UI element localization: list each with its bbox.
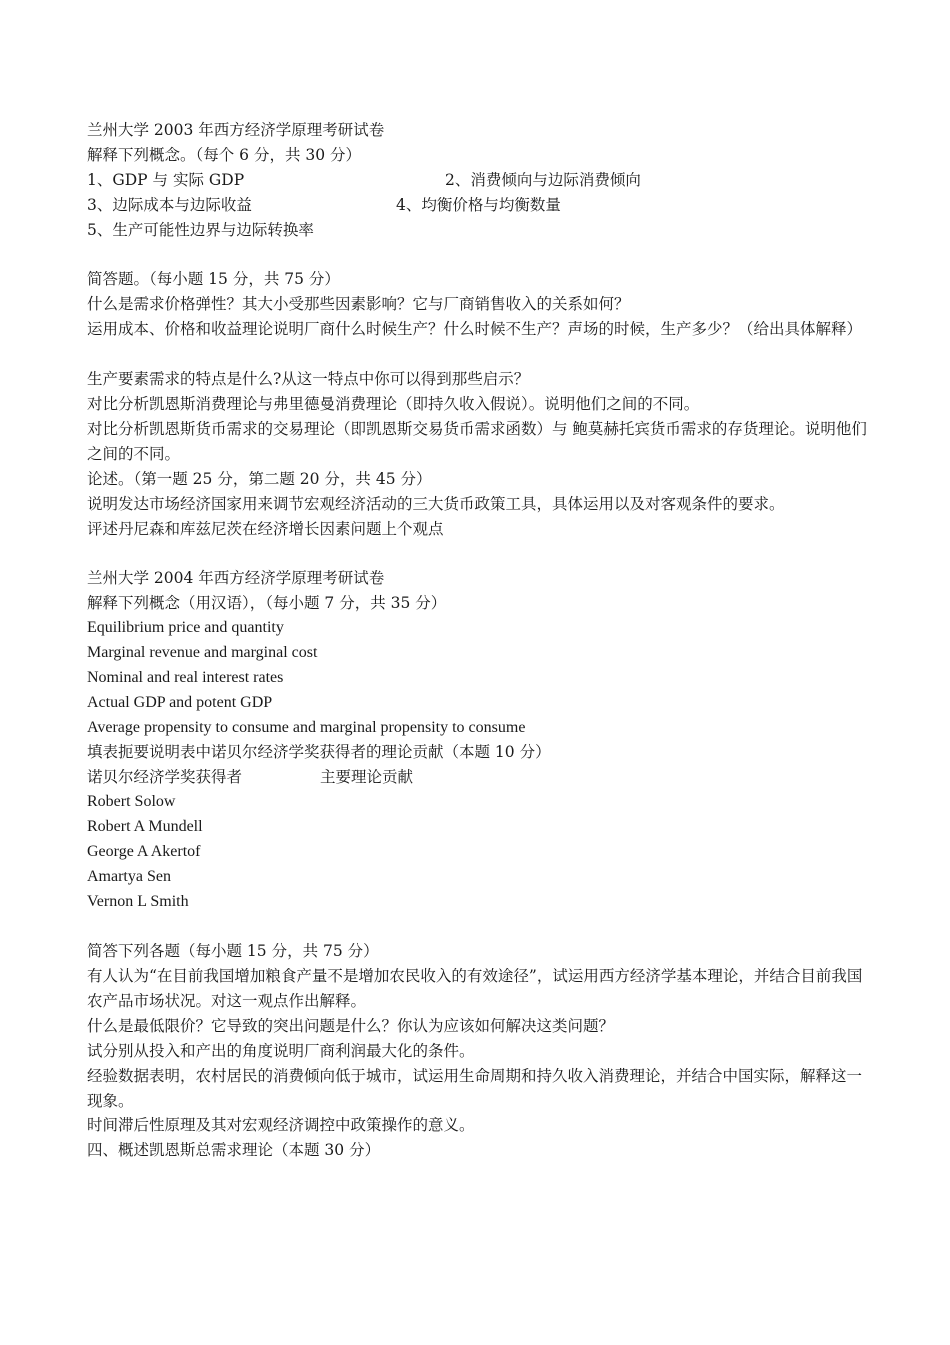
exam-2004-title: 兰州大学 2004 年西方经济学原理考研试卷 <box>87 569 385 587</box>
exam-2003-title: 兰州大学 2003 年西方经济学原理考研试卷 <box>87 121 385 139</box>
table-col-contribution: 主要理论贡献 <box>320 768 414 786</box>
concept-item: Average propensity to consume and marginal propensity to consume <box>87 719 526 736</box>
concept-item: 4、均衡价格与均衡数量 <box>396 196 561 214</box>
table-col-laureate: 诺贝尔经济学奖获得者 <box>87 768 243 786</box>
concept-item: Actual GDP and potent GDP <box>87 694 273 711</box>
concept-item: 5、生产可能性边界与边际转换率 <box>87 221 314 239</box>
exam-2004-section3-heading: 简答下列各题（每小题 15 分，共 75 分） <box>87 942 379 960</box>
laureate-row: George A Akertof <box>87 843 201 860</box>
exam-2003-concept-row-1 <box>87 168 870 193</box>
question-item: 生产要素需求的特点是什么?从这一特点中你可以得到那些启示？ <box>87 370 530 388</box>
concept-item: Nominal and real interest rates <box>87 669 284 686</box>
question-item: 经验数据表明，农村居民的消费倾向低于城市，试运用生命周期和持久收入消费理论，并结合中国实际，解释这一现象。 <box>87 1067 863 1110</box>
question-item: 时间滞后性原理及其对宏观经济调控中政策操作的意义。 <box>87 1116 475 1134</box>
concept-item: Equilibrium price and quantity <box>87 619 284 636</box>
exam-2003-section3-heading: 论述。（第一题 25 分，第二题 20 分，共 45 分） <box>87 470 432 488</box>
laureate-row: Robert Solow <box>87 793 176 810</box>
laureate-row: Robert A Mundell <box>87 818 203 835</box>
laureate-row: Vernon L Smith <box>87 893 189 910</box>
laureate-row: Amartya Sen <box>87 868 171 885</box>
concept-item: 1、GDP 与 实际 GDP <box>87 171 245 189</box>
exam-2004-section4-heading: 四、概述凯恩斯总需求理论（本题 30 分） <box>87 1141 381 1159</box>
question-item: 有人认为“在目前我国增加粮食产量不是增加农民收入的有效途径”，试运用西方经济学基本理论，并结合目前我国农产品市场状况。对这一观点作出解释。 <box>87 967 863 1010</box>
exam-2003-section2-heading: 简答题。（每小题 15 分，共 75 分） <box>87 270 340 288</box>
exam-2003-concept-row-2 <box>87 193 870 218</box>
question-item: 试分别从投入和产出的角度说明厂商利润最大化的条件。 <box>87 1042 475 1060</box>
exam-2004-table-heading: 填表扼要说明表中诺贝尔经济学奖获得者的理论贡献（本题 10 分） <box>87 743 551 761</box>
laureate-table-header <box>87 765 870 790</box>
exam-2004-section1-heading: 解释下列概念（用汉语），（每小题 7 分，共 35 分） <box>87 594 447 612</box>
essay-item: 评述丹尼森和库兹尼茨在经济增长因素问题上个观点 <box>87 520 444 538</box>
concept-item: Marginal revenue and marginal cost <box>87 644 318 661</box>
concept-item: 3、边际成本与边际收益 <box>87 196 252 214</box>
question-item: 对比分析凯恩斯消费理论与弗里德曼消费理论（即持久收入假说）。说明他们之间的不同。 <box>87 395 700 413</box>
question-item: 什么是最低限价？它导致的突出问题是什么？你认为应该如何解决这类问题？ <box>87 1017 615 1035</box>
concept-item: 2、消费倾向与边际消费倾向 <box>445 171 641 189</box>
question-item: 什么是需求价格弹性？其大小受那些因素影响？它与厂商销售收入的关系如何？ <box>87 295 630 313</box>
exam-2003-section1-heading: 解释下列概念。（每个 6 分，共 30 分） <box>87 146 362 164</box>
question-item: 运用成本、价格和收益理论说明厂商什么时候生产？什么时候不生产？声场的时候，生产多少？（给出具体解释） <box>87 320 863 338</box>
question-item: 对比分析凯恩斯货币需求的交易理论（即凯恩斯交易货币需求函数）与 鲍莫赫托宾货币需求的存货理论。说明他们之间的不同。 <box>87 420 867 463</box>
essay-item: 说明发达市场经济国家用来调节宏观经济活动的三大货币政策工具，具体运用以及对客观条件的要求。 <box>87 495 785 513</box>
